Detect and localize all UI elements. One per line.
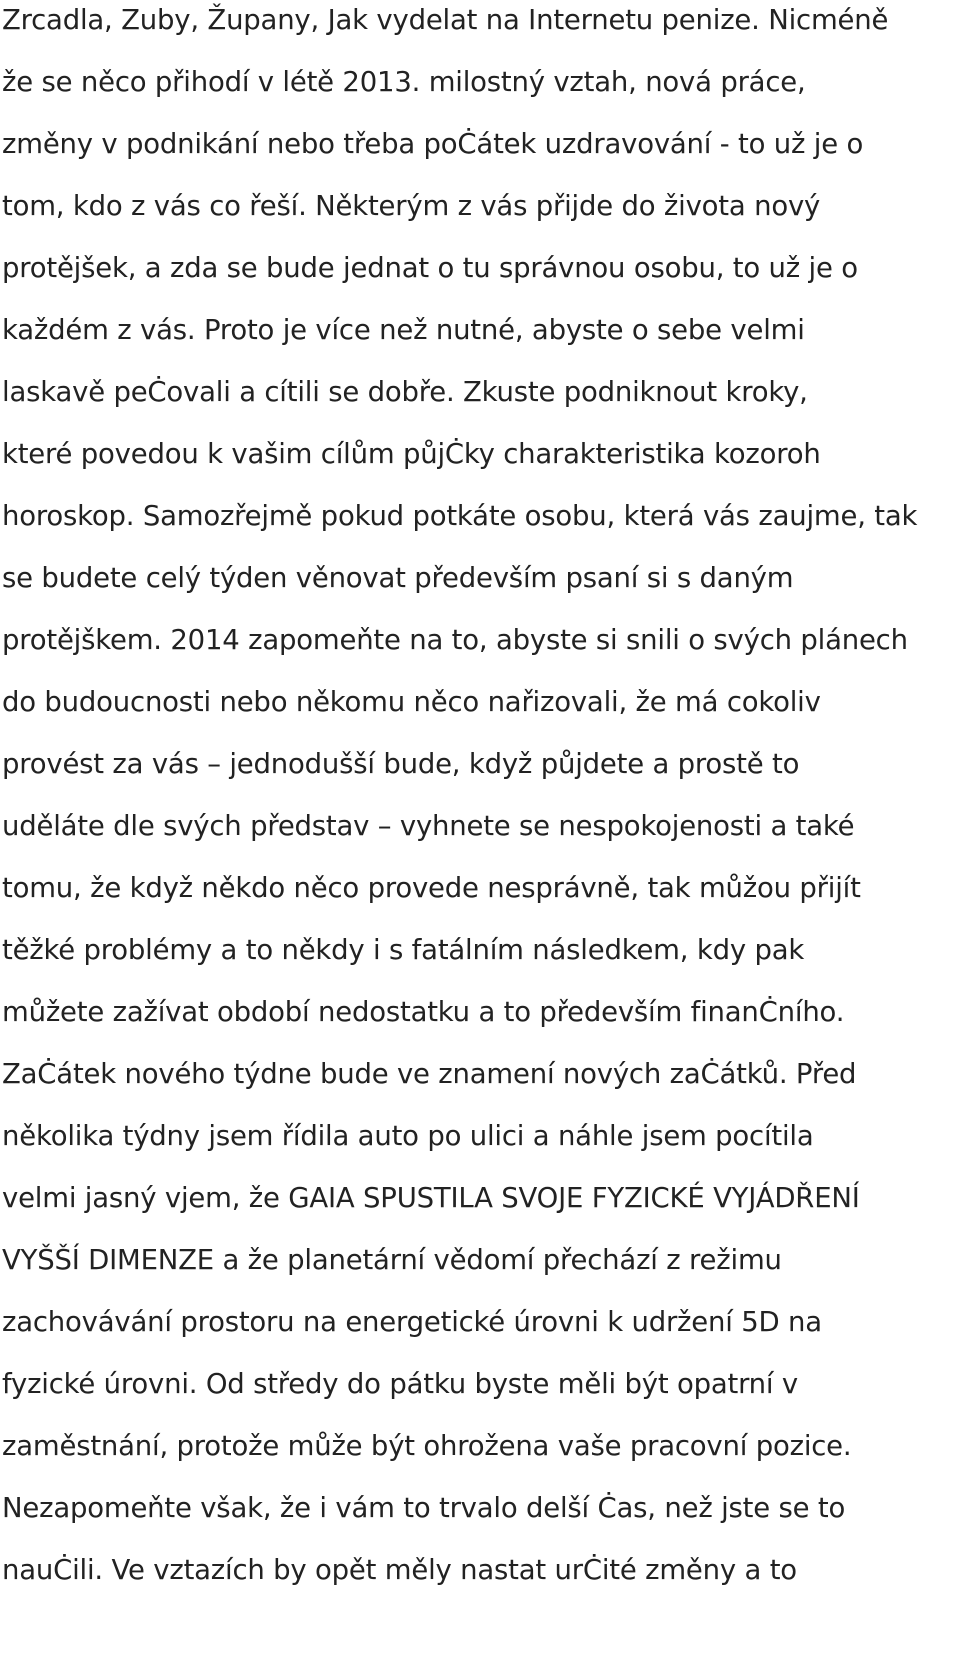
text-line: protějškem. 2014 zapomeňte na to, abyste si snili o svých plánech: [2, 624, 908, 656]
text-line: velmi jasný vjem, že GAIA SPUSTILA SVOJE FYZICKÉ VYJÁDŘENÍ: [2, 1182, 860, 1214]
text-line: tom, kdo z vás co řeší. Některým z vás přijde do života nový: [2, 190, 821, 222]
text-line: že se něco přihodí v létě 2013. milostný vztah, nová práce,: [2, 66, 806, 98]
text-line: které povedou k vašim cílům půjĊky charakteristika kozoroh: [2, 438, 821, 470]
text-line: horoskop. Samozřejmě pokud potkáte osobu, která vás zaujme, tak: [2, 500, 918, 532]
text-line: Zrcadla, Zuby, Župany, Jak vydelat na Internetu penize. Nicméně: [2, 4, 889, 36]
text-line: do budoucnosti nebo někomu něco nařizovali, že má cokoliv: [2, 686, 821, 718]
text-line: můžete zažívat období nedostatku a to především finanĊního.: [2, 996, 845, 1028]
text-line: každém z vás. Proto je více než nutné, abyste o sebe velmi: [2, 314, 805, 346]
text-line: několika týdny jsem řídila auto po ulici a náhle jsem pocítila: [2, 1120, 814, 1152]
text-line: laskavě peĊovali a cítili se dobře. Zkuste podniknout kroky,: [2, 376, 808, 408]
text-line: zaměstnání, protože může být ohrožena vaše pracovní pozice.: [2, 1430, 852, 1462]
text-line: se budete celý týden věnovat především psaní si s daným: [2, 562, 794, 594]
text-line: změny v podnikání nebo třeba poĊátek uzdravování - to už je o: [2, 128, 864, 160]
text-line: Nezapomeňte však, že i vám to trvalo delší Ċas, než jste se to: [2, 1492, 846, 1524]
text-line: ZaĊátek nového týdne bude ve znamení nových zaĊátků. Před: [2, 1058, 857, 1090]
text-line: protějšek, a zda se bude jednat o tu správnou osobu, to už je o: [2, 252, 858, 284]
text-line: nauĊili. Ve vztazích by opět měly nastat urĊité změny a to: [2, 1554, 797, 1586]
text-line: těžké problémy a to někdy i s fatálním následkem, kdy pak: [2, 934, 805, 966]
text-line: fyzické úrovni. Od středy do pátku byste měli být opatrní v: [2, 1368, 798, 1400]
text-line: provést za vás – jednodušší bude, když půjdete a prostě to: [2, 748, 800, 780]
text-line: tomu, že když někdo něco provede nesprávně, tak můžou přijít: [2, 872, 861, 904]
text-line: zachovávání prostoru na energetické úrovni k udržení 5D na: [2, 1306, 822, 1338]
text-line: uděláte dle svých představ – vyhnete se nespokojenosti a také: [2, 810, 855, 842]
text-line: VYŠŠÍ DIMENZE a že planetární vědomí přechází z režimu: [2, 1244, 782, 1276]
